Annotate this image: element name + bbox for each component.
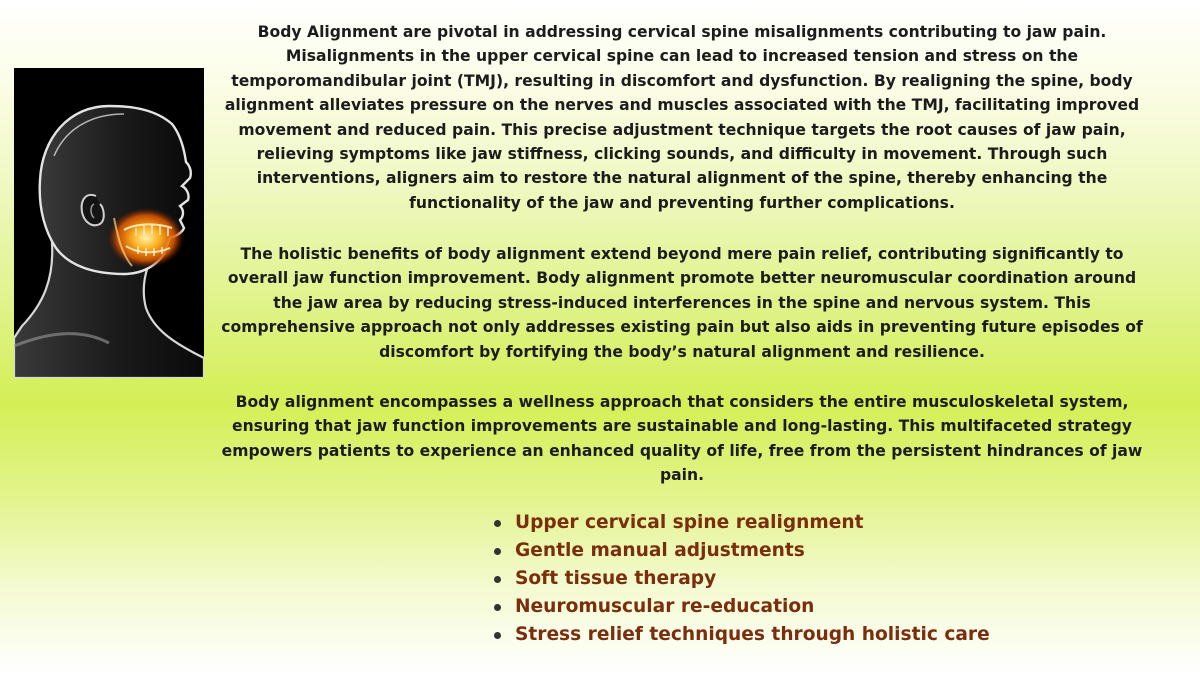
list-item-label: Stress relief techniques through holistic care	[515, 624, 990, 645]
list-item-label: Neuromuscular re-education	[515, 596, 815, 617]
list-item-label: Upper cervical spine realignment	[515, 512, 864, 533]
list-item	[490, 621, 990, 649]
list-item	[490, 565, 990, 593]
bullet-dot-icon	[494, 548, 501, 555]
bullet-dot-icon	[494, 520, 501, 527]
bullet-dot-icon	[494, 604, 501, 611]
bullet-dot-icon	[494, 576, 501, 583]
treatment-list	[490, 509, 990, 649]
jaw-pain-xray-head-icon	[14, 68, 204, 378]
list-item	[490, 593, 990, 621]
list-item	[490, 537, 990, 565]
wellness-approach-paragraph: Body alignment encompasses a wellness approach that considers the entire musculoskeletal system, ensuring that jaw function improvements are sustainable and long-lasting. This multifaceted strategy empowers patients to experience an enhanced quality of life, free from the persistent hindrances of jaw pain.	[221, 393, 1143, 485]
jaw-pain-xray-image	[14, 68, 204, 378]
list-item-label: Soft tissue therapy	[515, 568, 717, 589]
holistic-benefits-paragraph: The holistic benefits of body alignment extend beyond mere pain relief, contributing significantly to overall jaw function improvement. Body alignment promote better neuromuscular coordination around the jaw area by reducing stress-induced interferences in the spine and nervous system. This comprehensive approach not only addresses existing pain but also aids in preventing future episodes of discomfort by fortifying the body’s natural alignment and resilience.	[221, 245, 1143, 361]
list-item-label: Gentle manual adjustments	[515, 540, 805, 561]
intro-paragraph: Body Alignment are pivotal in addressing cervical spine misalignments contributing to jaw pain. Misalignments in the upper cervical spine can lead to increased tension and stress on the temporomandibular joint (TMJ), resulting in discomfort and dysfunction. By realigning the spine, body alignment alleviates pressure on the nerves and muscles associated with the TMJ, facilitating improved movement and reduced pain. This precise adjustment technique targets the root causes of jaw pain, relieving symptoms like jaw stiffness, clicking sounds, and difficulty in movement. Through such interventions, aligners aim to restore the natural alignment of the spine, thereby enhancing the functionality of the jaw and preventing further complications.	[224, 23, 1140, 212]
list-item	[490, 509, 990, 537]
bullet-dot-icon	[494, 632, 501, 639]
